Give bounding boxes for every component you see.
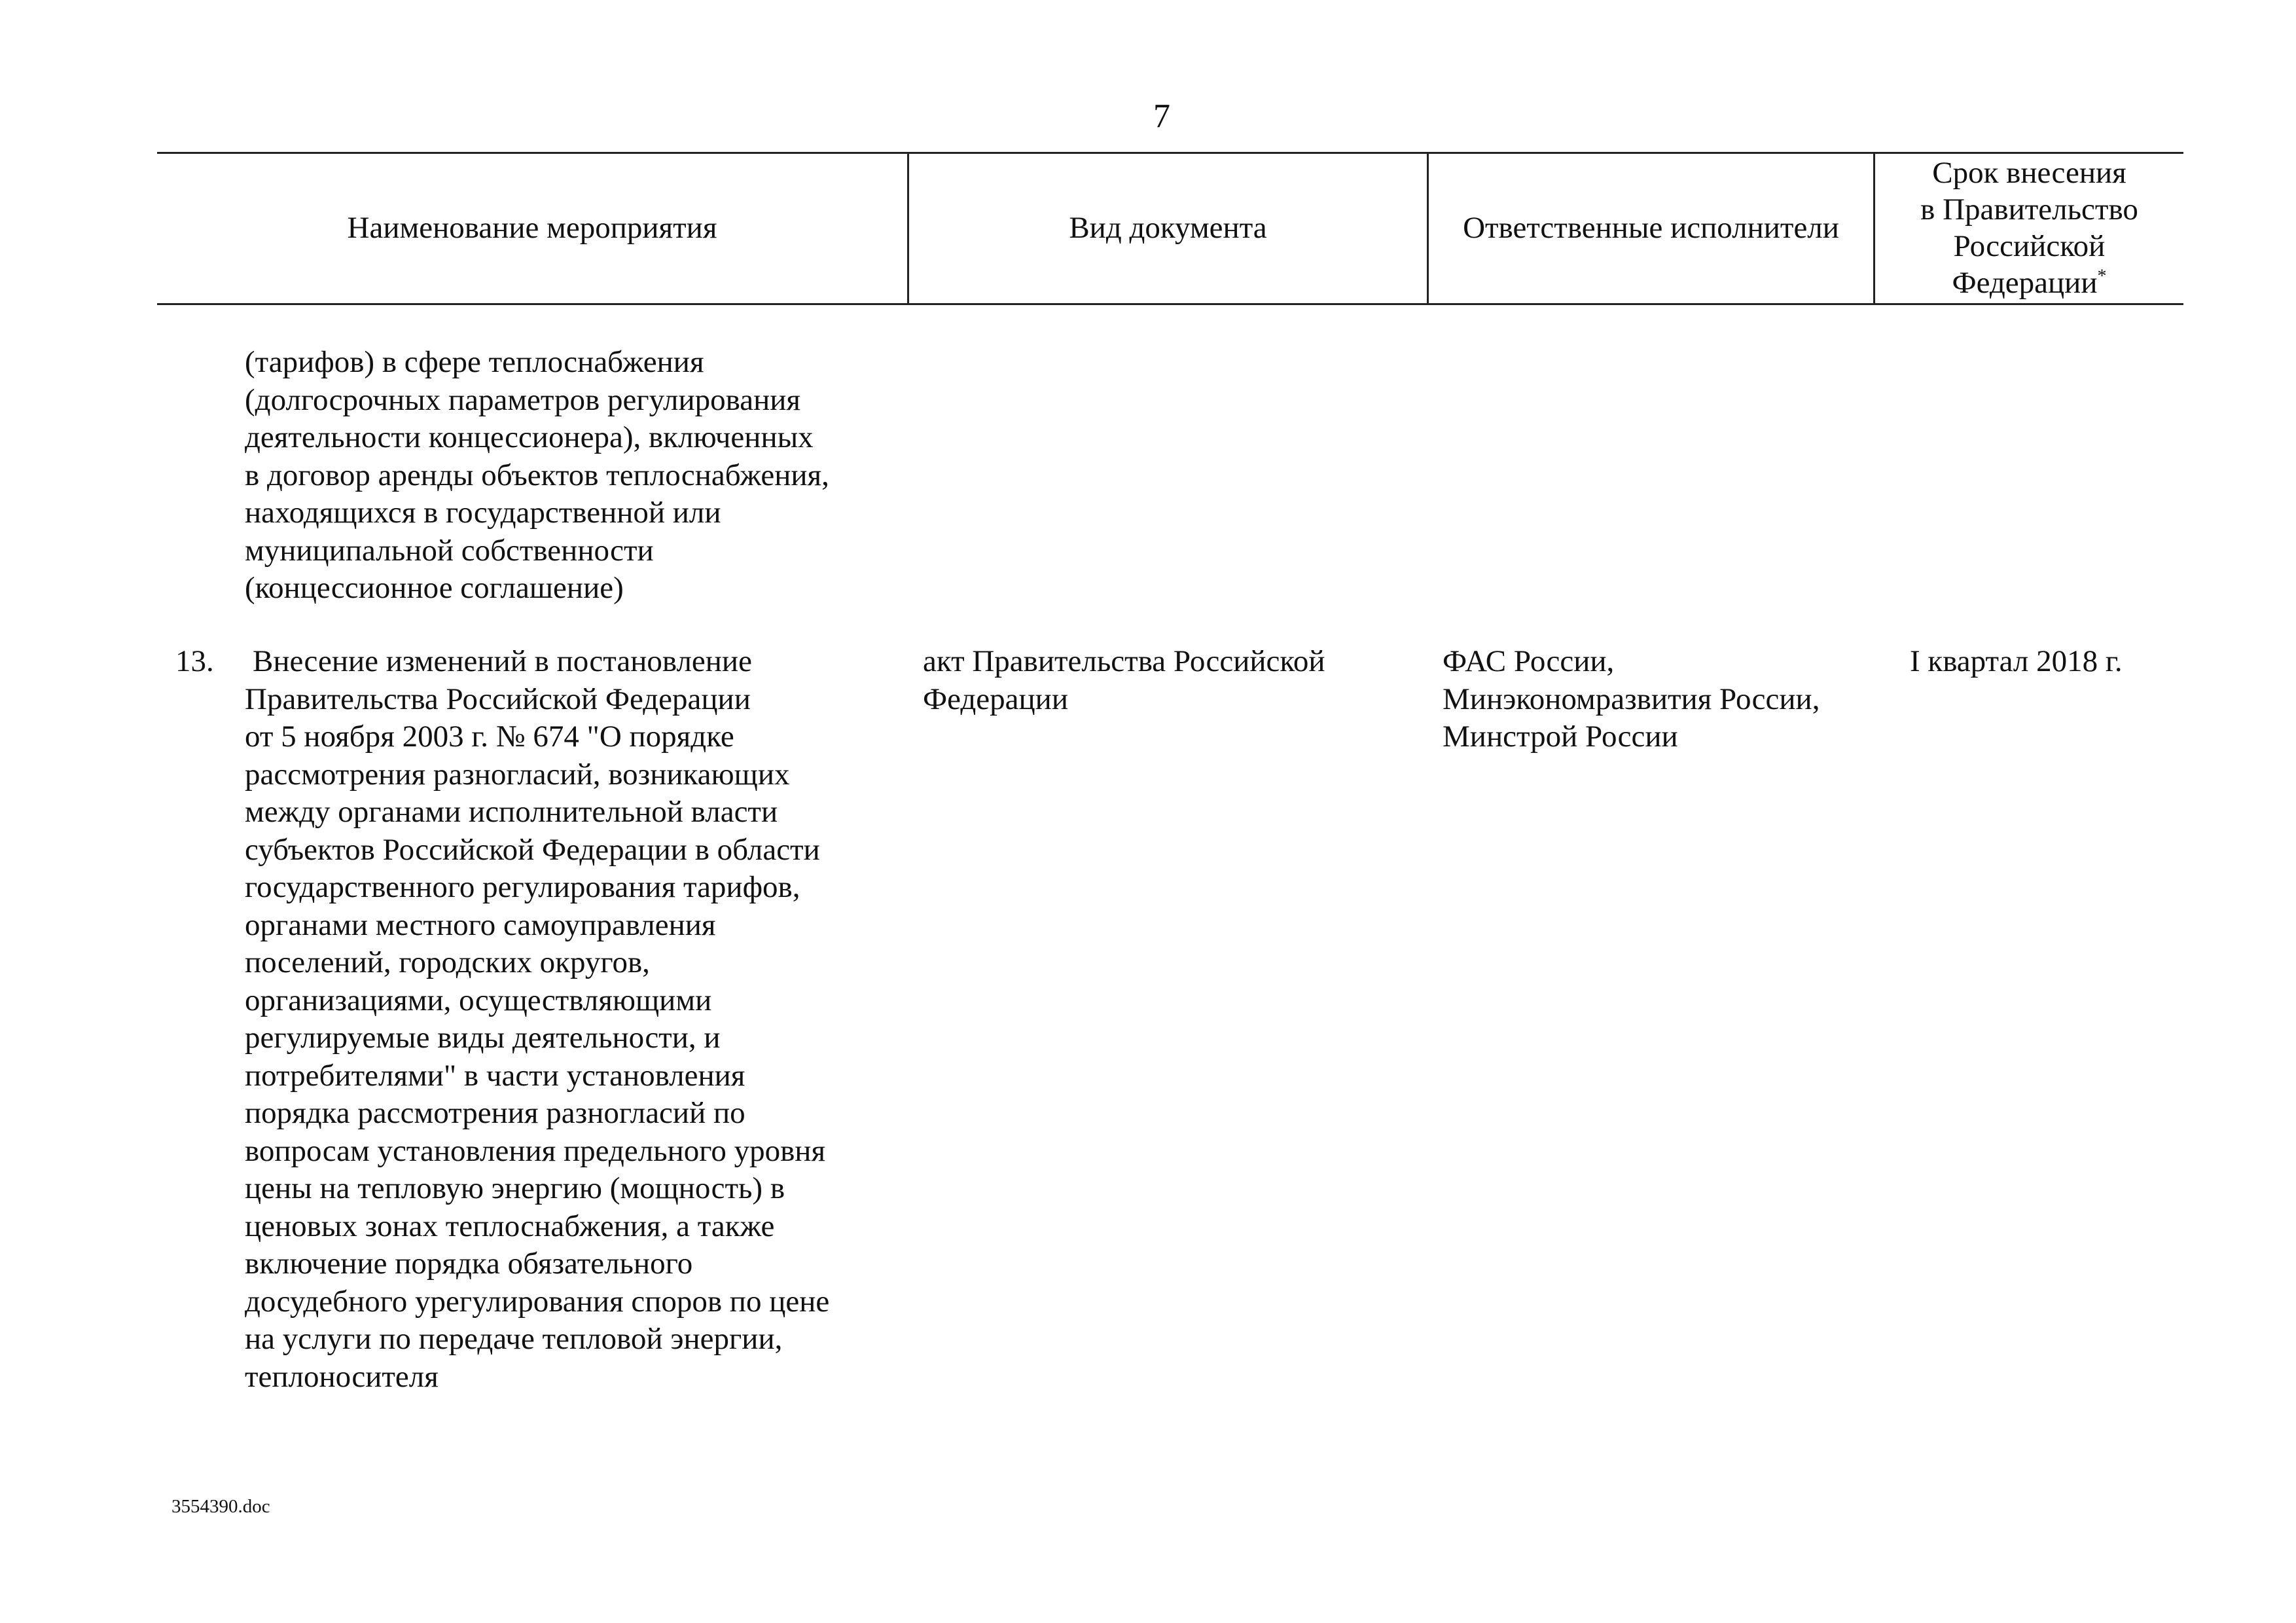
- text-line: субъектов Российской Федерации в области: [245, 832, 820, 867]
- file-name-footer: 3554390.doc: [171, 1496, 270, 1517]
- text-line: Правительства Российской Федерации: [245, 682, 751, 716]
- text-line: Минэкономразвития России,: [1443, 682, 1820, 716]
- text-line: включение порядка обязательного: [245, 1247, 693, 1281]
- text-line: Федерации: [923, 682, 1068, 716]
- header-doc-type: [909, 210, 1427, 246]
- text-line: между органами исполнительной власти: [245, 795, 778, 829]
- continuation-text: [245, 344, 829, 608]
- row-13-deadline: I квартал 2018 г.: [1910, 644, 2123, 678]
- text-line: досудебного урегулирования споров по цене: [245, 1284, 830, 1319]
- text-line: порядка рассмотрения разногласий по: [245, 1096, 745, 1130]
- text-line: ФАС России,: [1443, 644, 1615, 678]
- header-deadline-line: Федерации: [1952, 266, 2098, 300]
- header-deadline-line: Срок внесения: [1932, 156, 2126, 190]
- page-number: 7: [1153, 98, 1170, 135]
- text-line: цены на тепловую энергию (мощность) в: [245, 1171, 785, 1205]
- text-line: государственного регулирования тарифов,: [245, 870, 800, 904]
- row-13-doc-type: [923, 643, 1325, 718]
- footnote-mark: *: [2097, 266, 2107, 287]
- text-line: ценовых зонах теплоснабжения, а также: [245, 1209, 775, 1243]
- text-line: (концессионное соглашение): [245, 571, 624, 605]
- text-line: рассмотрения разногласий, возникающих: [245, 757, 790, 792]
- header-deadline-line: в Правительство: [1920, 192, 2138, 227]
- header-deadline-line: Российской: [1953, 229, 2106, 263]
- header-executors-text: Ответственные исполнители: [1463, 211, 1839, 245]
- text-line: находящихся в государственной или: [245, 496, 721, 530]
- table-header-bottom-rule: [157, 303, 2183, 305]
- text-line: муниципальной собственности: [245, 533, 654, 568]
- text-line: теплоносителя: [245, 1359, 439, 1394]
- header-executors: [1429, 210, 1873, 246]
- text-line: органами местного самоуправления: [245, 907, 716, 942]
- row-number: 13.: [175, 644, 214, 678]
- row-13-name: [245, 643, 829, 1396]
- text-line: от 5 ноября 2003 г. № 674 "О порядке: [245, 720, 734, 754]
- text-line: поселений, городских округов,: [245, 945, 650, 979]
- text-line: в договор аренды объектов теплоснабжения,: [245, 458, 829, 492]
- text-line: акт Правительства Российской: [923, 644, 1325, 678]
- text-line: потребителями" в части установления: [245, 1058, 745, 1093]
- header-name: [157, 210, 907, 246]
- text-line: на услуги по передаче тепловой энергии,: [245, 1322, 783, 1356]
- text-line: регулируемые виды деятельности, и: [245, 1021, 721, 1055]
- row-13-executors: [1443, 643, 1820, 756]
- text-line: (тарифов) в сфере теплоснабжения: [245, 345, 704, 379]
- table-header-top-rule: [157, 152, 2183, 154]
- header-name-text: Наименование мероприятия: [347, 211, 717, 245]
- header-doc-type-text: Вид документа: [1069, 211, 1267, 245]
- text-line: Внесение изменений в постановление: [253, 644, 752, 678]
- header-deadline: [1875, 155, 2183, 301]
- text-line: деятельности концессионера), включенных: [245, 420, 814, 454]
- text-line: вопросам установления предельного уровня: [245, 1133, 826, 1168]
- text-line: (долгосрочных параметров регулирования: [245, 382, 801, 417]
- text-line: организациями, осуществляющими: [245, 983, 712, 1017]
- text-line: Минстрой России: [1443, 720, 1678, 754]
